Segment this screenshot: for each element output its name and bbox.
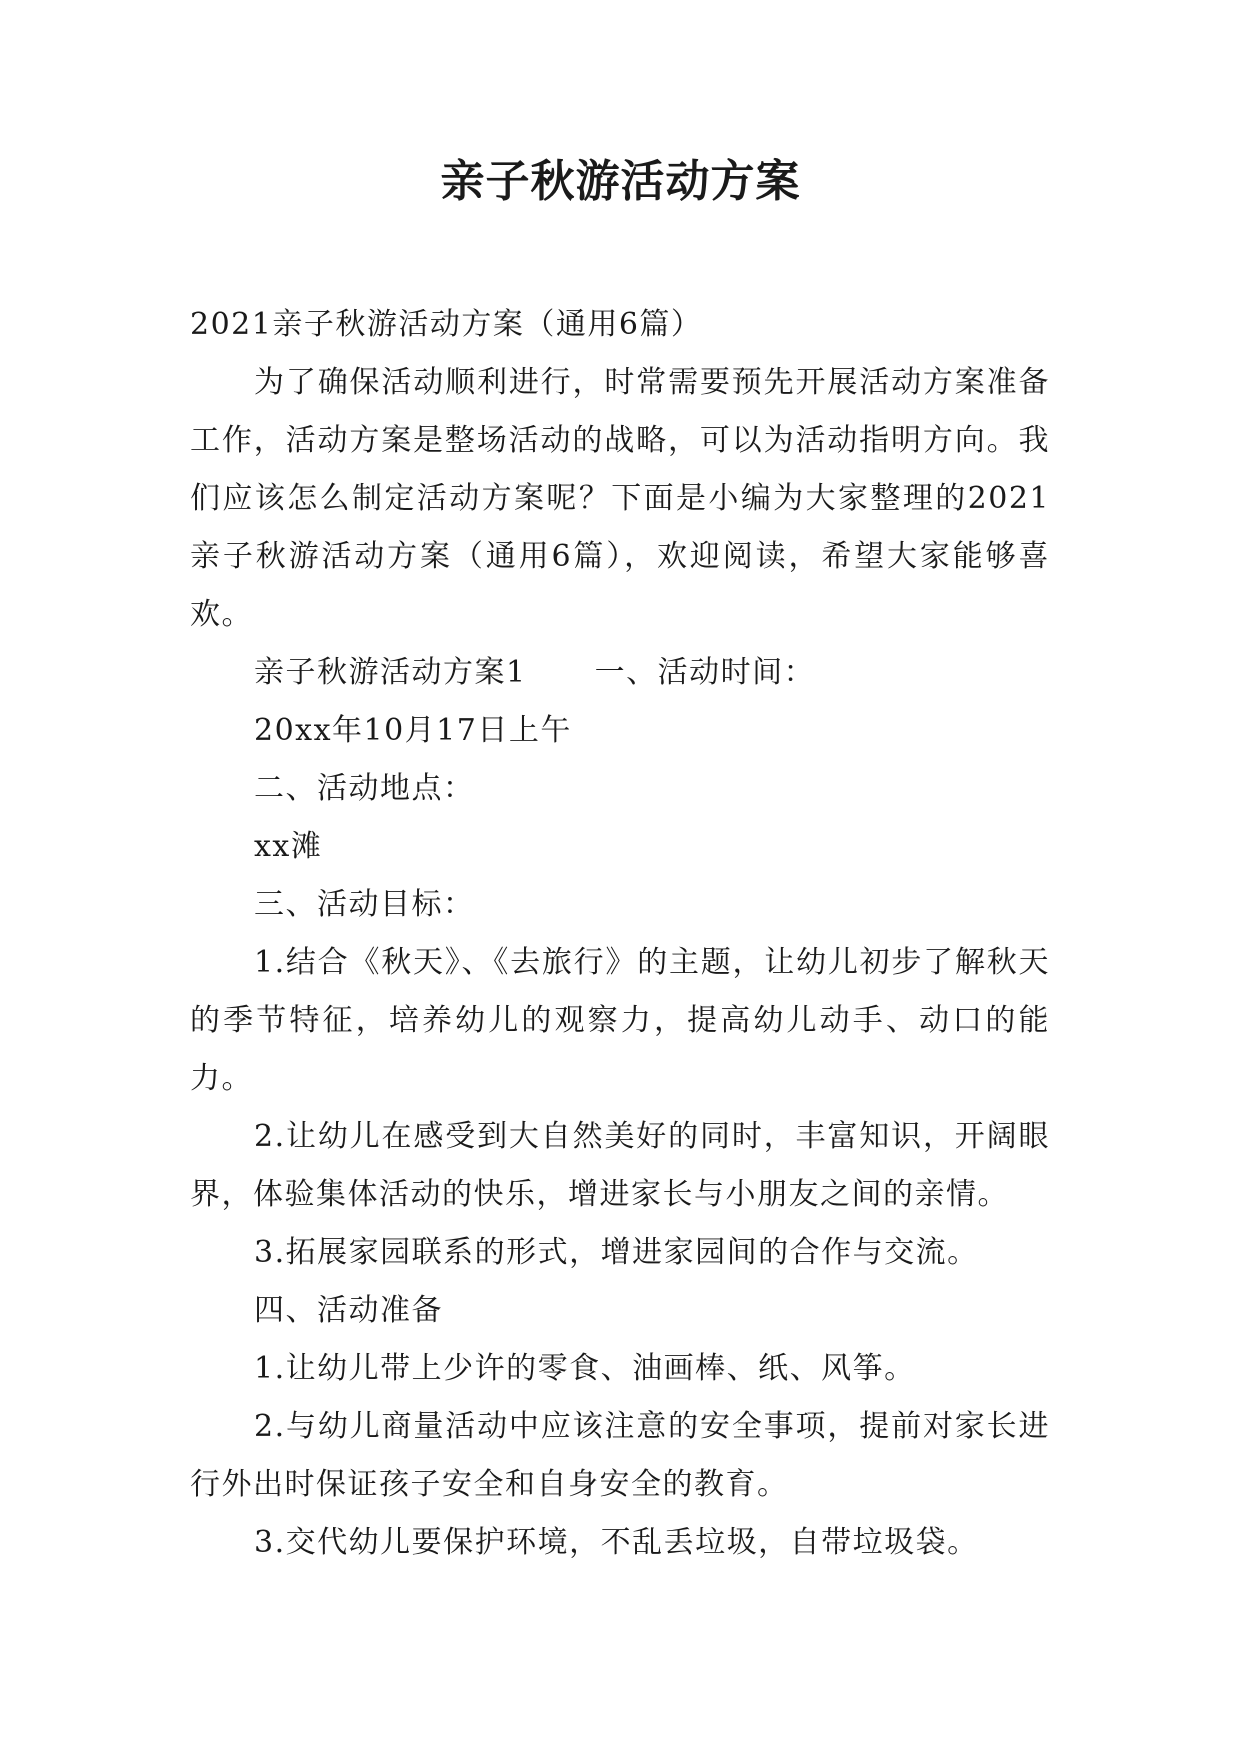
section-heading: 亲子秋游活动方案1 bbox=[254, 655, 527, 690]
goal-item-2: 2.让幼儿在感受到大自然美好的同时，丰富知识，开阔眼界，体验集体活动的快乐，增进家长与小朋友之间的亲情。 bbox=[190, 1119, 1050, 1212]
goal-heading: 三、活动目标： bbox=[254, 887, 475, 922]
intro-paragraph: 为了确保活动顺利进行，时常需要预先开展活动方案准备工作，活动方案是整场活动的战略，可以为活动指明方向。我们应该怎么制定活动方案呢？下面是小编为大家整理的2021亲子秋游活动方案（通用6篇），欢迎阅读，希望大家能够喜欢。 bbox=[190, 365, 1050, 632]
prep-item-2: 2.与幼儿商量活动中应该注意的安全事项，提前对家长进行外出时保证孩子安全和自身安全的教育。 bbox=[190, 1409, 1050, 1502]
section-heading-line bbox=[190, 644, 1050, 702]
document-title: 亲子秋游活动方案 bbox=[440, 156, 801, 207]
time-value: 20xx年10月17日上午 bbox=[254, 713, 572, 748]
prep-heading: 四、活动准备 bbox=[254, 1293, 443, 1328]
goal-item-1: 1.结合《秋天》、《去旅行》的主题，让幼儿初步了解秋天的季节特征，培养幼儿的观察力，提高幼儿动手、动口的能力。 bbox=[190, 945, 1050, 1096]
place-value: xx滩 bbox=[254, 829, 323, 864]
prep-item-3: 3.交代幼儿要保护环境，不乱丢垃圾，自带垃圾袋。 bbox=[254, 1525, 979, 1560]
goal-item-3: 3.拓展家园联系的形式，增进家园间的合作与交流。 bbox=[254, 1235, 979, 1270]
time-heading: 一、活动时间： bbox=[594, 655, 816, 690]
place-heading: 二、活动地点： bbox=[254, 771, 475, 806]
document-body bbox=[190, 296, 1050, 1572]
document-subtitle: 2021亲子秋游活动方案（通用6篇） bbox=[190, 307, 703, 342]
prep-item-1: 1.让幼儿带上少许的零食、油画棒、纸、风筝。 bbox=[254, 1351, 916, 1386]
